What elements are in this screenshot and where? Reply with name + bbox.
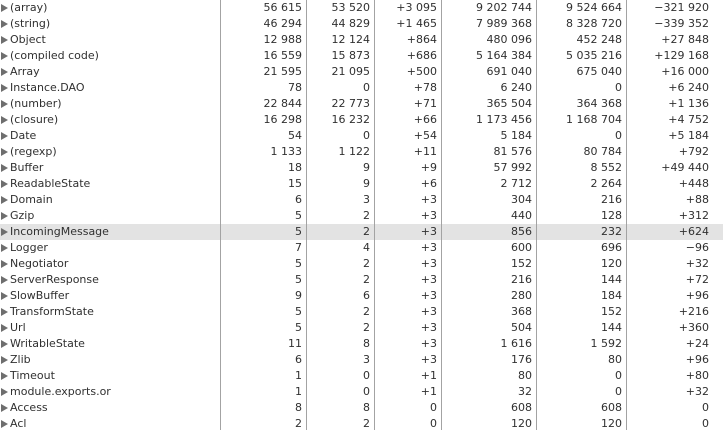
- expand-triangle-icon[interactable]: [1, 420, 8, 428]
- column-divider[interactable]: [626, 0, 627, 430]
- alloc-size-cell: 856: [511, 225, 532, 238]
- constructor-cell: [0, 224, 220, 240]
- column-divider[interactable]: [374, 0, 375, 430]
- expand-triangle-icon[interactable]: [1, 4, 8, 12]
- expand-triangle-icon[interactable]: [1, 260, 8, 268]
- count-delta-cell: +66: [413, 113, 437, 126]
- size-delta-cell: +16 000: [661, 65, 709, 78]
- constructor-cell: [0, 272, 220, 288]
- constructor-cell: [0, 160, 220, 176]
- alloc-size-cell: 80: [518, 369, 532, 382]
- constructor-cell: [0, 32, 220, 48]
- expand-triangle-icon[interactable]: [1, 388, 8, 396]
- size-delta-cell: +312: [678, 209, 709, 222]
- count-delta-cell: +3: [420, 225, 437, 238]
- constructor-name: Array: [10, 65, 40, 78]
- constructor-name: (compiled code): [10, 49, 99, 62]
- new-count-cell: 16 298: [263, 113, 302, 126]
- table-row[interactable]: [0, 352, 723, 368]
- alloc-size-cell: 608: [511, 401, 532, 414]
- deleted-count-cell: 4: [363, 241, 370, 254]
- size-delta-cell: +96: [685, 289, 709, 302]
- deleted-count-cell: 2: [363, 257, 370, 270]
- alloc-size-cell: 440: [511, 209, 532, 222]
- constructor-cell: [0, 288, 220, 304]
- size-delta-cell: +792: [678, 145, 709, 158]
- constructor-cell: [0, 16, 220, 32]
- freed-size-cell: 120: [601, 257, 622, 270]
- count-delta-cell: +3: [420, 241, 437, 254]
- expand-triangle-icon[interactable]: [1, 180, 8, 188]
- table-row[interactable]: [0, 16, 723, 32]
- freed-size-cell: 0: [615, 81, 622, 94]
- freed-size-cell: 9 524 664: [566, 1, 622, 14]
- freed-size-cell: 216: [601, 193, 622, 206]
- count-delta-cell: 0: [430, 417, 437, 430]
- expand-triangle-icon[interactable]: [1, 132, 8, 140]
- size-delta-cell: +4 752: [668, 113, 709, 126]
- new-count-cell: 5: [295, 273, 302, 286]
- size-delta-cell: +88: [685, 193, 709, 206]
- size-delta-cell: +24: [685, 337, 709, 350]
- size-delta-cell: +216: [678, 305, 709, 318]
- constructor-name: (regexp): [10, 145, 57, 158]
- count-delta-cell: +9: [420, 161, 437, 174]
- new-count-cell: 6: [295, 193, 302, 206]
- deleted-count-cell: 6: [363, 289, 370, 302]
- alloc-size-cell: 176: [511, 353, 532, 366]
- deleted-count-cell: 0: [363, 129, 370, 142]
- new-count-cell: 7: [295, 241, 302, 254]
- alloc-size-cell: 480 096: [486, 33, 532, 46]
- table-row[interactable]: [0, 160, 723, 176]
- constructor-cell: [0, 208, 220, 224]
- expand-triangle-icon[interactable]: [1, 36, 8, 44]
- alloc-size-cell: 1 616: [500, 337, 532, 350]
- alloc-size-cell: 5 184: [500, 129, 532, 142]
- alloc-size-cell: 1 173 456: [476, 113, 532, 126]
- count-delta-cell: +1 465: [396, 17, 437, 30]
- size-delta-cell: +32: [685, 385, 709, 398]
- new-count-cell: 78: [288, 81, 302, 94]
- alloc-size-cell: 81 576: [493, 145, 532, 158]
- size-delta-cell: +27 848: [661, 33, 709, 46]
- deleted-count-cell: 15 873: [331, 49, 370, 62]
- new-count-cell: 22 844: [263, 97, 302, 110]
- alloc-size-cell: 32: [518, 385, 532, 398]
- alloc-size-cell: 600: [511, 241, 532, 254]
- freed-size-cell: 128: [601, 209, 622, 222]
- table-row[interactable]: [0, 336, 723, 352]
- new-count-cell: 18: [288, 161, 302, 174]
- size-delta-cell: +49 440: [661, 161, 709, 174]
- constructor-cell: [0, 144, 220, 160]
- constructor-name: WritableState: [10, 337, 85, 350]
- new-count-cell: 15: [288, 177, 302, 190]
- column-divider[interactable]: [220, 0, 221, 430]
- alloc-size-cell: 6 240: [500, 81, 532, 94]
- new-count-cell: 8: [295, 401, 302, 414]
- constructor-name: Acl: [10, 417, 27, 430]
- count-delta-cell: 0: [430, 401, 437, 414]
- freed-size-cell: 1 592: [590, 337, 622, 350]
- freed-size-cell: 152: [601, 305, 622, 318]
- size-delta-cell: −321 920: [654, 1, 709, 14]
- expand-triangle-icon[interactable]: [1, 340, 8, 348]
- new-count-cell: 54: [288, 129, 302, 142]
- table-row[interactable]: [0, 240, 723, 256]
- table-row[interactable]: [0, 32, 723, 48]
- constructor-name: Gzip: [10, 209, 35, 222]
- constructor-name: Timeout: [10, 369, 55, 382]
- table-row[interactable]: [0, 112, 723, 128]
- column-divider[interactable]: [441, 0, 442, 430]
- table-row[interactable]: [0, 128, 723, 144]
- table-row[interactable]: [0, 0, 723, 16]
- deleted-count-cell: 9: [363, 161, 370, 174]
- table-row[interactable]: [0, 384, 723, 400]
- constructor-cell: [0, 336, 220, 352]
- table-row[interactable]: [0, 80, 723, 96]
- table-row[interactable]: [0, 320, 723, 336]
- deleted-count-cell: 0: [363, 385, 370, 398]
- table-row[interactable]: [0, 192, 723, 208]
- constructor-name: Zlib: [10, 353, 31, 366]
- size-delta-cell: +448: [678, 177, 709, 190]
- constructor-cell: [0, 0, 220, 16]
- size-delta-cell: 0: [702, 417, 709, 430]
- constructor-cell: [0, 128, 220, 144]
- constructor-cell: [0, 240, 220, 256]
- table-row[interactable]: [0, 224, 723, 240]
- freed-size-cell: 144: [601, 273, 622, 286]
- new-count-cell: 21 595: [263, 65, 302, 78]
- alloc-size-cell: 7 989 368: [476, 17, 532, 30]
- new-count-cell: 56 615: [263, 1, 302, 14]
- constructor-name: ReadableState: [10, 177, 91, 190]
- size-delta-cell: +80: [685, 369, 709, 382]
- table-row[interactable]: [0, 96, 723, 112]
- expand-triangle-icon[interactable]: [1, 164, 8, 172]
- constructor-cell: [0, 400, 220, 416]
- size-delta-cell: +1 136: [668, 97, 709, 110]
- freed-size-cell: 0: [615, 385, 622, 398]
- table-row[interactable]: [0, 64, 723, 80]
- size-delta-cell: +5 184: [668, 129, 709, 142]
- new-count-cell: 5: [295, 305, 302, 318]
- freed-size-cell: 2 264: [590, 177, 622, 190]
- size-delta-cell: +129 168: [654, 49, 709, 62]
- constructor-name: ServerResponse: [10, 273, 99, 286]
- count-delta-cell: +3: [420, 257, 437, 270]
- alloc-size-cell: 365 504: [486, 97, 532, 110]
- table-row[interactable]: [0, 400, 723, 416]
- new-count-cell: 11: [288, 337, 302, 350]
- table-row[interactable]: [0, 48, 723, 64]
- count-delta-cell: +864: [406, 33, 437, 46]
- table-row[interactable]: [0, 256, 723, 272]
- new-count-cell: 12 988: [263, 33, 302, 46]
- alloc-size-cell: 691 040: [486, 65, 532, 78]
- expand-triangle-icon[interactable]: [1, 52, 8, 60]
- size-delta-cell: 0: [702, 401, 709, 414]
- new-count-cell: 9: [295, 289, 302, 302]
- freed-size-cell: 1 168 704: [566, 113, 622, 126]
- new-count-cell: 1: [295, 385, 302, 398]
- constructor-name: TransformState: [10, 305, 94, 318]
- constructor-cell: [0, 112, 220, 128]
- expand-triangle-icon[interactable]: [1, 404, 8, 412]
- constructor-name: Date: [10, 129, 37, 142]
- count-delta-cell: +11: [413, 145, 437, 158]
- constructor-name: Access: [10, 401, 48, 414]
- freed-size-cell: 0: [615, 129, 622, 142]
- table-row[interactable]: [0, 368, 723, 384]
- constructor-name: (array): [10, 1, 48, 14]
- constructor-cell: [0, 96, 220, 112]
- alloc-size-cell: 216: [511, 273, 532, 286]
- count-delta-cell: +3: [420, 209, 437, 222]
- deleted-count-cell: 22 773: [331, 97, 370, 110]
- count-delta-cell: +3 095: [396, 1, 437, 14]
- size-delta-cell: −339 352: [654, 17, 709, 30]
- alloc-size-cell: 280: [511, 289, 532, 302]
- new-count-cell: 6: [295, 353, 302, 366]
- expand-triangle-icon[interactable]: [1, 276, 8, 284]
- size-delta-cell: +360: [678, 321, 709, 334]
- count-delta-cell: +1: [420, 369, 437, 382]
- table-row[interactable]: [0, 272, 723, 288]
- count-delta-cell: +54: [413, 129, 437, 142]
- table-row[interactable]: [0, 144, 723, 160]
- column-divider[interactable]: [536, 0, 537, 430]
- deleted-count-cell: 2: [363, 209, 370, 222]
- expand-triangle-icon[interactable]: [1, 20, 8, 28]
- alloc-size-cell: 504: [511, 321, 532, 334]
- constructor-name: Negotiator: [10, 257, 69, 270]
- table-row[interactable]: [0, 304, 723, 320]
- constructor-cell: [0, 384, 220, 400]
- size-delta-cell: +6 240: [668, 81, 709, 94]
- deleted-count-cell: 8: [363, 337, 370, 350]
- expand-triangle-icon[interactable]: [1, 324, 8, 332]
- expand-triangle-icon[interactable]: [1, 228, 8, 236]
- constructor-cell: [0, 80, 220, 96]
- new-count-cell: 1: [295, 369, 302, 382]
- new-count-cell: 5: [295, 257, 302, 270]
- freed-size-cell: 144: [601, 321, 622, 334]
- count-delta-cell: +3: [420, 353, 437, 366]
- count-delta-cell: +1: [420, 385, 437, 398]
- deleted-count-cell: 1 122: [338, 145, 370, 158]
- constructor-name: SlowBuffer: [10, 289, 70, 302]
- expand-triangle-icon[interactable]: [1, 148, 8, 156]
- new-count-cell: 46 294: [263, 17, 302, 30]
- expand-triangle-icon[interactable]: [1, 356, 8, 364]
- freed-size-cell: 8 328 720: [566, 17, 622, 30]
- new-count-cell: 5: [295, 225, 302, 238]
- count-delta-cell: +71: [413, 97, 437, 110]
- expand-triangle-icon[interactable]: [1, 196, 8, 204]
- count-delta-cell: +3: [420, 337, 437, 350]
- constructor-name: IncomingMessage: [10, 225, 109, 238]
- expand-triangle-icon[interactable]: [1, 116, 8, 124]
- expand-triangle-icon[interactable]: [1, 84, 8, 92]
- deleted-count-cell: 12 124: [331, 33, 370, 46]
- table-row[interactable]: [0, 208, 723, 224]
- constructor-name: (number): [10, 97, 62, 110]
- alloc-size-cell: 5 164 384: [476, 49, 532, 62]
- expand-triangle-icon[interactable]: [1, 68, 8, 76]
- freed-size-cell: 184: [601, 289, 622, 302]
- count-delta-cell: +3: [420, 289, 437, 302]
- count-delta-cell: +3: [420, 273, 437, 286]
- new-count-cell: 5: [295, 321, 302, 334]
- constructor-name: Instance.DAO: [10, 81, 85, 94]
- count-delta-cell: +3: [420, 321, 437, 334]
- constructor-cell: [0, 192, 220, 208]
- size-delta-cell: +32: [685, 257, 709, 270]
- count-delta-cell: +6: [420, 177, 437, 190]
- alloc-size-cell: 304: [511, 193, 532, 206]
- deleted-count-cell: 44 829: [331, 17, 370, 30]
- freed-size-cell: 675 040: [576, 65, 622, 78]
- constructor-cell: [0, 256, 220, 272]
- constructor-cell: [0, 320, 220, 336]
- deleted-count-cell: 2: [363, 273, 370, 286]
- constructor-name: Logger: [10, 241, 48, 254]
- constructor-name: Domain: [10, 193, 53, 206]
- expand-triangle-icon[interactable]: [1, 372, 8, 380]
- deleted-count-cell: 53 520: [331, 1, 370, 14]
- deleted-count-cell: 3: [363, 193, 370, 206]
- freed-size-cell: 5 035 216: [566, 49, 622, 62]
- constructor-cell: [0, 352, 220, 368]
- count-delta-cell: +3: [420, 305, 437, 318]
- alloc-size-cell: 9 202 744: [476, 1, 532, 14]
- deleted-count-cell: 2: [363, 417, 370, 430]
- alloc-size-cell: 120: [511, 417, 532, 430]
- alloc-size-cell: 368: [511, 305, 532, 318]
- expand-triangle-icon[interactable]: [1, 100, 8, 108]
- expand-triangle-icon[interactable]: [1, 212, 8, 220]
- size-delta-cell: +96: [685, 353, 709, 366]
- deleted-count-cell: 9: [363, 177, 370, 190]
- constructor-cell: [0, 64, 220, 80]
- alloc-size-cell: 152: [511, 257, 532, 270]
- deleted-count-cell: 16 232: [331, 113, 370, 126]
- constructor-cell: [0, 368, 220, 384]
- deleted-count-cell: 2: [363, 225, 370, 238]
- table-row[interactable]: [0, 176, 723, 192]
- freed-size-cell: 452 248: [576, 33, 622, 46]
- alloc-size-cell: 57 992: [493, 161, 532, 174]
- constructor-cell: [0, 48, 220, 64]
- freed-size-cell: 696: [601, 241, 622, 254]
- deleted-count-cell: 8: [363, 401, 370, 414]
- constructor-name: Url: [10, 321, 26, 334]
- count-delta-cell: +500: [406, 65, 437, 78]
- new-count-cell: 2: [295, 417, 302, 430]
- freed-size-cell: 0: [615, 369, 622, 382]
- alloc-size-cell: 2 712: [500, 177, 532, 190]
- freed-size-cell: 80 784: [583, 145, 622, 158]
- deleted-count-cell: 21 095: [331, 65, 370, 78]
- constructor-name: module.exports.or: [10, 385, 111, 398]
- freed-size-cell: 232: [601, 225, 622, 238]
- deleted-count-cell: 2: [363, 305, 370, 318]
- column-divider[interactable]: [306, 0, 307, 430]
- deleted-count-cell: 2: [363, 321, 370, 334]
- deleted-count-cell: 0: [363, 81, 370, 94]
- expand-triangle-icon[interactable]: [1, 244, 8, 252]
- size-delta-cell: −96: [685, 241, 709, 254]
- freed-size-cell: 120: [601, 417, 622, 430]
- freed-size-cell: 608: [601, 401, 622, 414]
- freed-size-cell: 8 552: [590, 161, 622, 174]
- new-count-cell: 1 133: [270, 145, 302, 158]
- table-row[interactable]: [0, 288, 723, 304]
- constructor-name: Buffer: [10, 161, 44, 174]
- freed-size-cell: 364 368: [576, 97, 622, 110]
- new-count-cell: 5: [295, 209, 302, 222]
- freed-size-cell: 80: [608, 353, 622, 366]
- count-delta-cell: +78: [413, 81, 437, 94]
- constructor-name: (closure): [10, 113, 59, 126]
- deleted-count-cell: 3: [363, 353, 370, 366]
- constructor-cell: [0, 304, 220, 320]
- count-delta-cell: +686: [406, 49, 437, 62]
- deleted-count-cell: 0: [363, 369, 370, 382]
- constructor-name: Object: [10, 33, 46, 46]
- expand-triangle-icon[interactable]: [1, 292, 8, 300]
- constructor-cell: [0, 176, 220, 192]
- size-delta-cell: +72: [685, 273, 709, 286]
- constructor-name: (string): [10, 17, 51, 30]
- new-count-cell: 16 559: [263, 49, 302, 62]
- expand-triangle-icon[interactable]: [1, 308, 8, 316]
- size-delta-cell: +624: [678, 225, 709, 238]
- count-delta-cell: +3: [420, 193, 437, 206]
